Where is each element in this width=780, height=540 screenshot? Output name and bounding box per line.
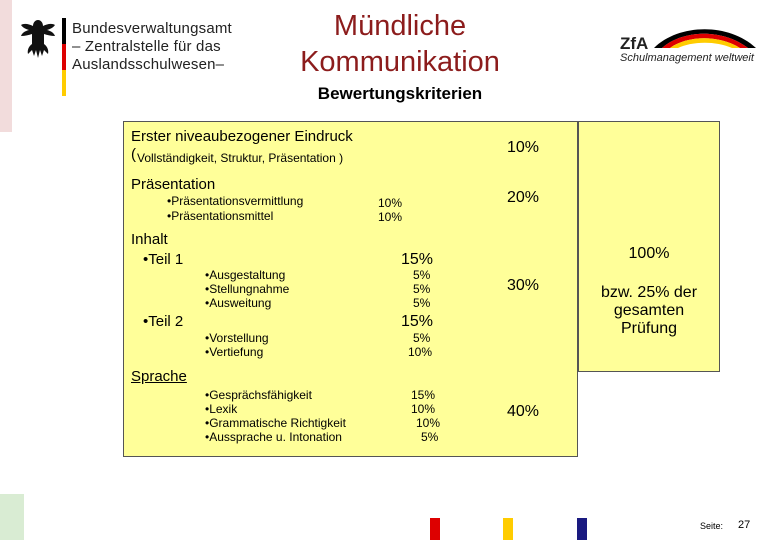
teil1-item-percent: 5% [413,296,431,310]
marker-red [430,518,440,540]
total-line-3: Prüfung [620,320,678,337]
logo-line-1: Bundesverwaltungsamt [72,20,232,37]
zfa-name: ZfA [620,34,649,53]
logo-line-2: – Zentralstelle für das [72,38,221,55]
flag-stripe-red [62,44,66,70]
subtitle: Bewertungskriterien [317,84,483,103]
marker-gold [503,518,513,540]
decorative-bar-top [0,0,12,132]
title-line-1: Mündliche [333,10,467,42]
page-label: Seite: [700,521,724,531]
flag-stripes [62,18,66,96]
row4-item-percent: 5% [421,430,439,444]
teil1-label: •Teil 1 [143,251,184,268]
marker-blue [577,518,587,540]
teil2-item-percent: 5% [413,331,431,345]
decorative-bar-bottom [0,494,24,540]
flag-stripe-gold [62,70,66,96]
logo-line-3: Auslandsschulwesen– [72,56,225,73]
row3-heading: Inhalt [131,231,168,248]
row4-item: •Aussprache u. Intonation [205,430,342,444]
total-line-1: bzw. 25% der [600,284,698,301]
row2-item: •Präsentationsvermittlung [167,194,304,208]
teil2-item-percent: 10% [408,345,433,359]
teil1-item-percent: 5% [413,282,431,296]
row1-heading: Erster niveaubezogener Eindruck [131,128,353,145]
total-percent: 100% [628,245,670,262]
title-line-2: Kommunikation [300,46,500,78]
row2-item-percent: 10% [378,196,403,210]
eagle-icon [18,16,58,62]
row4-item: •Grammatische Richtigkeit [205,416,346,430]
row4-item-percent: 15% [411,388,436,402]
row2-item: •Präsentationsmittel [167,209,274,223]
row2-heading: Präsentation [131,176,216,193]
row4-item: •Lexik [205,402,238,416]
row2-percent: 20% [507,189,540,206]
teil2-item: •Vorstellung [205,331,269,345]
row4-item-percent: 10% [416,416,441,430]
row4-item-percent: 10% [411,402,436,416]
flag-stripe-black [62,18,66,44]
teil1-percent: 15% [401,251,434,268]
teil1-item: •Ausgestaltung [205,268,286,282]
row1-percent: 10% [507,139,540,156]
teil1-item-percent: 5% [413,268,431,282]
row3-percent: 30% [507,277,540,294]
teil2-label: •Teil 2 [143,313,184,330]
row1-paren: ( [131,146,136,163]
row2-item-percent: 10% [378,210,403,224]
teil2-percent: 15% [401,313,434,330]
teil1-item: •Stellungnahme [205,282,290,296]
row4-item: •Gesprächsfähigkeit [205,388,312,402]
row1-detail: Vollständigkeit, Struktur, Präsentation ) [137,151,344,165]
page-number: 27 [738,519,751,531]
total-line-2: gesamten [613,302,685,319]
row4-percent: 40% [507,403,540,420]
teil2-item: •Vertiefung [205,345,264,359]
zfa-tagline: Schulmanagement weltweit [620,52,754,64]
row4-heading: Sprache [131,368,187,385]
teil1-item: •Ausweitung [205,296,272,310]
